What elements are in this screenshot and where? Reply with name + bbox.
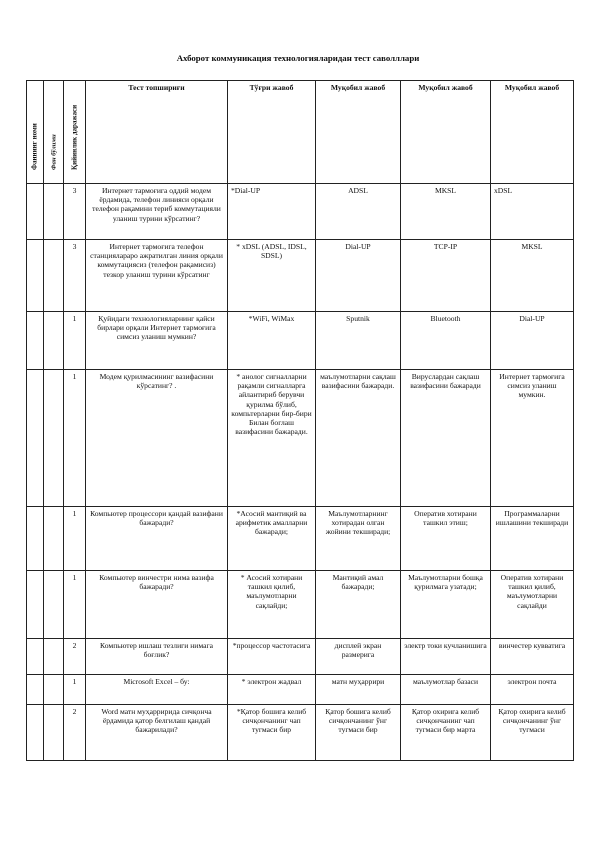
correct-answer-cell: * Асосий хотирани ташкил қилиб, маълумотларни сақлайди; [228, 571, 316, 639]
correct-answer-cell: *Асосий мантиқий ва арифметик амалларни бажаради; [228, 507, 316, 571]
header-row [27, 81, 574, 184]
alt-answer-cell: xDSL [491, 184, 574, 240]
alt-answer-cell: Қатор бошига келиб сичқончанинг ўнг тугмаси бир [316, 705, 401, 761]
question-row [27, 639, 574, 675]
alt-answer-cell: Dial-UP [491, 312, 574, 370]
alt-answer-cell: Қатор охирига келиб сичқончанинг чап тугмаси бир марта [401, 705, 491, 761]
alt-answer-cell: MKSL [491, 240, 574, 312]
task-cell: Интернет тармоғига оддий модем ёрдамида, телефон линияси орқали телефон рақамини териб коммутацияли уланиш турини кўрсатинг? [86, 184, 228, 240]
test-questions-table [26, 80, 574, 761]
alt-answer-cell: электр токи кучланишига [401, 639, 491, 675]
difficulty-cell: 2 [64, 705, 86, 761]
subject-cell [27, 184, 44, 240]
header-alt3: Муқобил жавоб [491, 81, 574, 184]
subject-cell [27, 507, 44, 571]
header-alt1: Муқобил жавоб [316, 81, 401, 184]
correct-answer-cell: *процессор частотасига [228, 639, 316, 675]
question-row [27, 705, 574, 761]
header-alt2: Муқобил жавоб [401, 81, 491, 184]
correct-answer-cell: * xDSL (ADSL, IDSL, SDSL) [228, 240, 316, 312]
alt-answer-cell: Dial-UP [316, 240, 401, 312]
header-correct: Тўғри жавоб [228, 81, 316, 184]
task-cell: Компьютер ишлаш тезлиги нимага боғлик? [86, 639, 228, 675]
alt-answer-cell: Мантиқий амал бажаради; [316, 571, 401, 639]
topic-cell [44, 507, 64, 571]
correct-answer-cell: *Dial-UP [228, 184, 316, 240]
alt-answer-cell: Қатор охирига келиб сичқончанинг ўнг тугмаси [491, 705, 574, 761]
alt-answer-cell: ADSL [316, 184, 401, 240]
question-row [27, 312, 574, 370]
header-difficulty: Қийинлик даражаси [64, 81, 86, 184]
question-row [27, 370, 574, 507]
subject-cell [27, 675, 44, 705]
correct-answer-cell: *Қатор бошига келиб сичқончанинг чап тугмаси бир [228, 705, 316, 761]
header-topic: Фан бўлими [44, 81, 64, 184]
alt-answer-cell: Вируслардан сақлаш вазифасини бажаради [401, 370, 491, 507]
difficulty-cell: 1 [64, 370, 86, 507]
task-cell: Компьютер процессори қандай вазифани бажаради? [86, 507, 228, 571]
question-row [27, 507, 574, 571]
topic-cell [44, 705, 64, 761]
alt-answer-cell: матн муҳаррири [316, 675, 401, 705]
alt-answer-cell: маълумотларни сақлаш вазифасини бажаради. [316, 370, 401, 507]
difficulty-cell: 1 [64, 571, 86, 639]
task-cell: Word матн муҳарририда сичқонча ёрдамида қатор белгилаш қандай бажарилади? [86, 705, 228, 761]
subject-cell [27, 639, 44, 675]
topic-cell [44, 312, 64, 370]
topic-cell [44, 240, 64, 312]
correct-answer-cell: * электрон жадвал [228, 675, 316, 705]
topic-cell [44, 639, 64, 675]
task-cell: Қуйидаги технологияларнинг қайси бирлари орқали Интернет тармоғига симсиз уланиш мумкин? [86, 312, 228, 370]
alt-answer-cell: Программаларни ишлашини текширади [491, 507, 574, 571]
document-title: Ахборот коммуникация технологияларидан тест саволллари [176, 53, 420, 63]
question-row [27, 675, 574, 705]
alt-answer-cell: маълумотлар базаси [401, 675, 491, 705]
alt-answer-cell: винчестер кувватига [491, 639, 574, 675]
subject-cell [27, 571, 44, 639]
alt-answer-cell: TCP-IP [401, 240, 491, 312]
alt-answer-cell: Маълумотларнинг хотирадан олган жойини текширади; [316, 507, 401, 571]
difficulty-cell: 1 [64, 675, 86, 705]
subject-cell [27, 705, 44, 761]
difficulty-cell: 1 [64, 507, 86, 571]
question-row [27, 240, 574, 312]
alt-answer-cell: дисплей экран размерига [316, 639, 401, 675]
header-task: Тест топшириғи [86, 81, 228, 184]
correct-answer-cell: *WiFi, WiMax [228, 312, 316, 370]
subject-cell [27, 240, 44, 312]
task-cell: Компьютер винчестри нима вазифа бажаради? [86, 571, 228, 639]
question-row [27, 571, 574, 639]
subject-cell [27, 370, 44, 507]
alt-answer-cell: Интернет тармоғига симсиз уланиш мумкин. [491, 370, 574, 507]
question-row [27, 184, 574, 240]
alt-answer-cell: MKSL [401, 184, 491, 240]
difficulty-cell: 2 [64, 639, 86, 675]
alt-answer-cell: Маълумотларни бошқа қурилмага узатади; [401, 571, 491, 639]
alt-answer-cell: Sputnik [316, 312, 401, 370]
header-subject: Фаннинг номи [27, 81, 44, 184]
alt-answer-cell: электрон почта [491, 675, 574, 705]
task-cell: Microsoft Excel – бу: [86, 675, 228, 705]
difficulty-cell: 3 [64, 240, 86, 312]
topic-cell [44, 675, 64, 705]
subject-cell [27, 312, 44, 370]
topic-cell [44, 184, 64, 240]
correct-answer-cell: * анолог сигналларни рақамли сигналларга айлантириб берувчи қурилма бўлиб, компьтерларни бир-бири Билан боглаш вазифасини бажаради. [228, 370, 316, 507]
task-cell: Интернет тармоғига телефон станцияларaро ажратилган линия орқали коммутациясиз (телефон рақамисиз) тезкор уланиш турини кўрсатинг [86, 240, 228, 312]
alt-answer-cell: Bluetooth [401, 312, 491, 370]
difficulty-cell: 1 [64, 312, 86, 370]
topic-cell [44, 370, 64, 507]
alt-answer-cell: Оператив хотирани ташкил этиш; [401, 507, 491, 571]
task-cell: Модем қурилмасининг вазифасини кўрсатинг? . [86, 370, 228, 507]
topic-cell [44, 571, 64, 639]
alt-answer-cell: Оператив хотирани ташкил қилиб, маълумотларни сақлайди [491, 571, 574, 639]
difficulty-cell: 3 [64, 184, 86, 240]
